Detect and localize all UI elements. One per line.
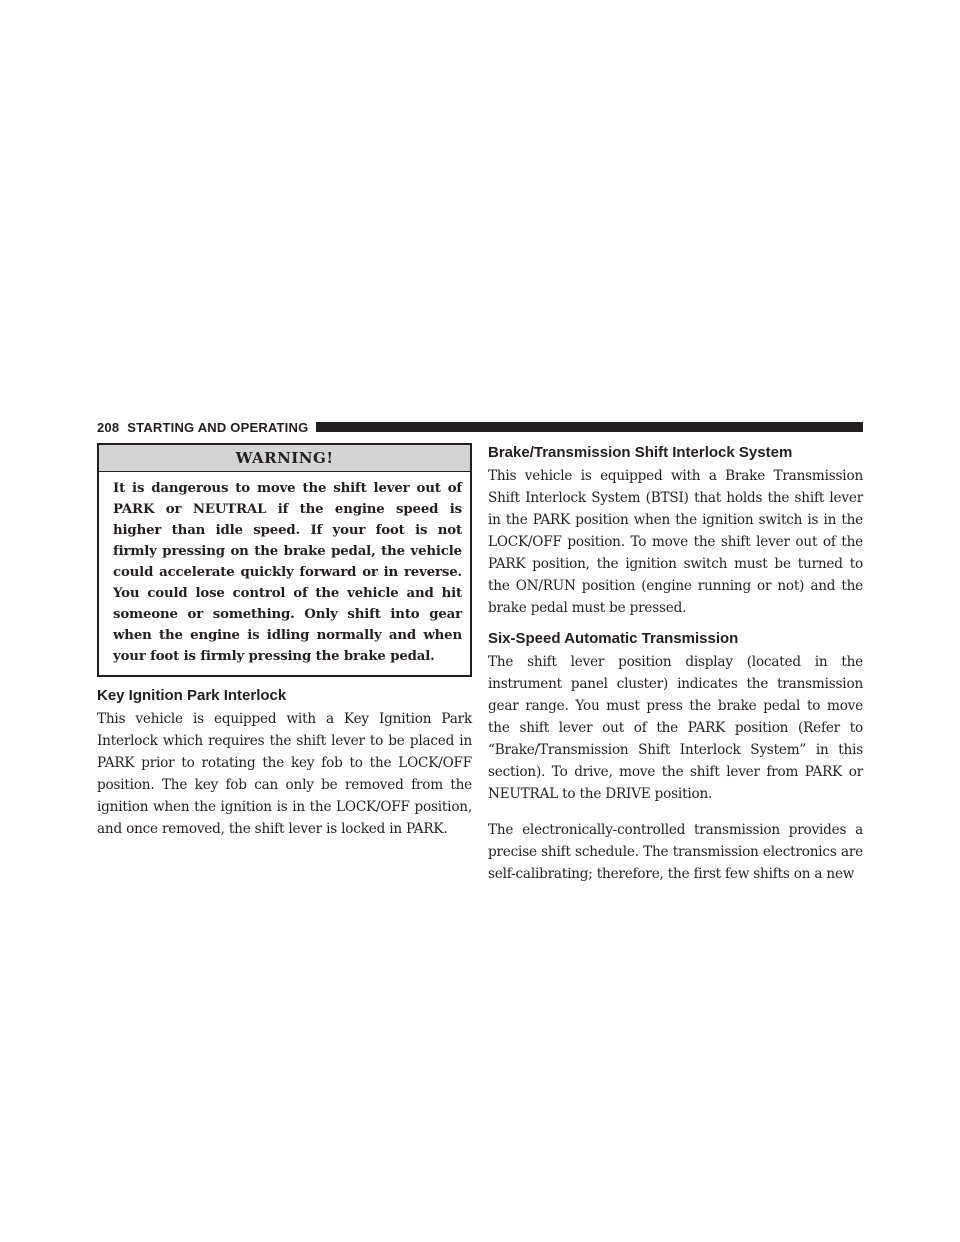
page-number: 208 <box>97 419 120 435</box>
running-section-title: STARTING AND OPERATING <box>127 419 309 435</box>
paragraph-six-speed-2: The electronically-controlled transmission provides a precise shift schedule. The transmission electronics are self-calibrating; therefore, the first few shifts on a new <box>488 822 863 882</box>
heading-key-ignition-park-interlock: Key Ignition Park Interlock <box>97 687 287 704</box>
header-rule-bar <box>316 422 863 432</box>
paragraph-six-speed-1: The shift lever position display (located in the instrument panel cluster) indicates the transmission gear range. You must press the brake pedal to move the shift lever out of the PARK position (Refer to “Brake/Transmission Shift Interlock System” in this section). To drive, move the shift lever from PARK or NEUTRAL to the DRIVE position. <box>488 654 863 802</box>
spacer <box>488 805 863 817</box>
spacer <box>488 619 863 629</box>
heading-six-speed-automatic-transmission: Six-Speed Automatic Transmission <box>488 630 739 647</box>
left-column <box>97 443 472 840</box>
warning-title: WARNING! <box>99 445 470 472</box>
warning-text: It is dangerous to move the shift lever out of PARK or NEUTRAL if the engine speed is higher than idle speed. If your foot is not firmly pressing on the brake pedal, the vehicle could accelerate quickly forward or in reverse. You could lose control of the vehicle and hit someone or something. Only shift into gear when the engine is idling normally and when your foot is firmly pressing the brake pedal. <box>113 481 462 664</box>
heading-brake-transmission-shift-interlock: Brake/Transmission Shift Interlock System <box>488 444 793 461</box>
warning-box <box>97 443 472 677</box>
paragraph-key-ignition-park-interlock: This vehicle is equipped with a Key Ignition Park Interlock which requires the shift lever to be placed in PARK prior to rotating the key fob to the LOCK/OFF position. The key fob can only be removed from the ignition when the ignition is in the LOCK/OFF position, and once removed, the shift lever is locked in PARK. <box>97 711 472 837</box>
page-header <box>97 417 863 437</box>
right-column <box>488 443 863 885</box>
paragraph-brake-transmission-shift-interlock: This vehicle is equipped with a Brake Transmission Shift Interlock System (BTSI) that holds the shift lever in the PARK position when the ignition switch is in the LOCK/OFF position. To move the shift lever out of the PARK position, the ignition switch must be turned to the ON/RUN position (engine running or not) and the brake pedal must be pressed. <box>488 468 863 616</box>
